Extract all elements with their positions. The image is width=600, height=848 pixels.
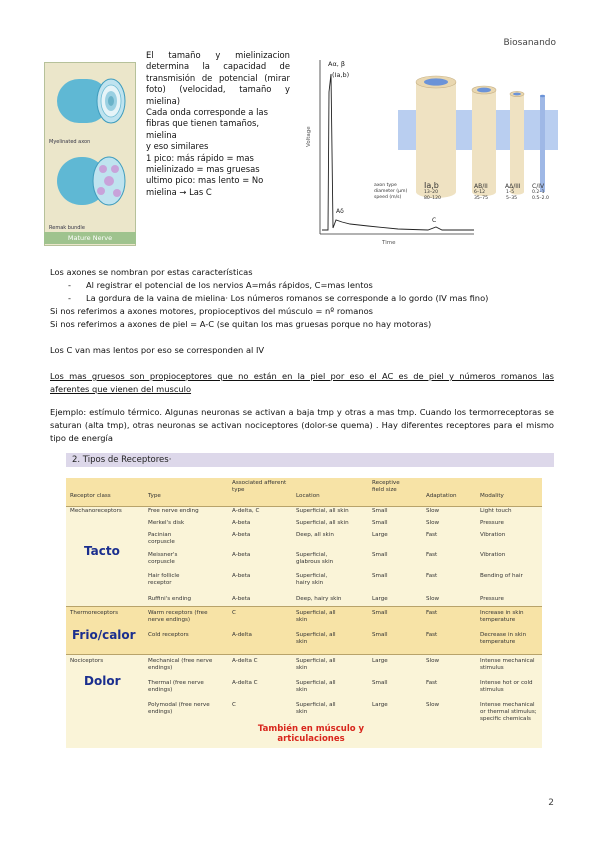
bullet-1: Al registrar el potencial de los nervios A=más rápidos, C=mas lentos — [86, 280, 373, 290]
fiber-type: Ia,b — [424, 181, 439, 190]
cell: Vibration — [480, 532, 506, 538]
section-heading — [66, 453, 554, 467]
cell: Superficial, all skin — [296, 508, 349, 514]
line-motor: Si nos referimos a axones motores, propioceptivos del músculo = nº romanos — [50, 306, 373, 316]
fiber-type: C/IV — [532, 183, 545, 190]
cell: C — [232, 702, 236, 708]
example-line-2: saturan (alta tmp), otras neuronas se activan nociceptores (dolor-se quema) . Hay diferentes receptores para el mismo — [50, 420, 554, 430]
mature-nerve-caption: Mature Nerve — [44, 232, 136, 244]
cell: Superficial, all skin — [296, 702, 336, 715]
cell: Superficial, all skin — [296, 658, 336, 671]
bullet-dash: - — [68, 280, 71, 290]
intro-line: determina la capacidad de — [146, 61, 290, 72]
intro-line: mielina) — [146, 95, 180, 106]
cell: A-delta C — [232, 680, 258, 686]
intro-line: El tamaño y mielinizacion — [146, 50, 290, 60]
cell: Deep, hairy skin — [296, 596, 342, 602]
cell: Small — [372, 552, 388, 558]
cell: C — [232, 610, 236, 616]
cell: Cold receptors — [148, 632, 189, 638]
fiber-cylinder-aii — [472, 86, 496, 196]
cell: Small — [372, 508, 388, 514]
peak-label-c: C — [432, 217, 437, 224]
axons-intro: Los axones se nombran por estas características — [50, 267, 253, 277]
cell: Intense mechanical stimulus — [480, 658, 535, 671]
fiber-type: AΔ/III — [505, 183, 521, 190]
cell: Slow — [426, 658, 440, 664]
cell: A-delta, C — [232, 508, 260, 514]
cell: A-beta — [232, 532, 251, 538]
cell: Thermal (free nerve endings) — [148, 680, 204, 693]
cell: Deep, all skin — [296, 532, 334, 538]
cell: Decrease in skin temperature — [480, 632, 527, 645]
page-header-brand: Biosanando — [503, 38, 556, 48]
section-title: 2. Tipos de Receptores· — [72, 455, 172, 465]
cell: Superficial, all skin — [296, 610, 336, 623]
annotation-muscle-joints: También en músculo y articulaciones — [257, 724, 365, 744]
receptor-table — [66, 478, 542, 748]
col-header: Associated afferent type — [232, 480, 287, 493]
cell: Large — [372, 658, 388, 664]
divider-rule — [66, 654, 542, 655]
cell: Fast — [426, 610, 438, 616]
cell: Slow — [426, 702, 440, 708]
cell: Light touch — [480, 508, 512, 514]
cell: Fast — [426, 632, 438, 638]
cell: Small — [372, 610, 388, 616]
intro-line: mielina → Las C — [146, 186, 212, 197]
cell: Fast — [426, 680, 438, 686]
example-line-1: Ejemplo: estímulo térmico. Algunas neuronas se activan a baja tmp y otras a mas tmp. Cuando los termorreceptoras se — [50, 407, 554, 417]
intro-line: mielinizado = mas gruesas — [146, 164, 260, 175]
fiber-diameter: 0.2–1 — [532, 190, 545, 195]
cell: Large — [372, 596, 388, 602]
cell: Superficial, all skin — [296, 520, 349, 526]
cell: A-delta — [232, 632, 252, 638]
cell: Meissner's corpuscle — [148, 552, 178, 565]
cell: Pressure — [480, 520, 504, 526]
intro-line: Cada onda corresponde a las — [146, 107, 268, 118]
peak-label-ia: (Ia,b) — [332, 71, 350, 79]
fiber-diameter: 6–12 — [474, 190, 486, 195]
fiber-type: AΒ/II — [474, 183, 488, 190]
fiber-row-label: speed (m/s) — [374, 195, 402, 200]
col-header: Modality — [480, 493, 504, 499]
intro-line: ultimo pico: mas lento = No — [146, 175, 264, 186]
cell: Thermoreceptors — [70, 610, 118, 616]
underlined-line-1: Los mas gruesos son propioceptores que no están en la piel por eso el AC es de piel y números romanos las — [50, 371, 554, 381]
col-header: Receptor class — [70, 493, 111, 499]
cell: Superficial, all skin — [296, 680, 336, 693]
intro-line: fibras que tienen tamaños, mielina — [146, 118, 259, 140]
col-header: Receptive field size — [372, 480, 400, 493]
annotation-frio-calor: Frio/calor — [72, 628, 136, 642]
annotation-tacto: Tacto — [84, 544, 120, 558]
myelinated-axon-label: Myelinated axon — [49, 139, 91, 145]
cell: Small — [372, 573, 388, 579]
cell: Slow — [426, 508, 440, 514]
cell: Polymodal (free nerve endings) — [148, 702, 210, 715]
page-number: 2 — [548, 798, 554, 808]
cell: Mechanical (free nerve endings) — [148, 658, 213, 671]
cell: Pressure — [480, 596, 504, 602]
graph-xlabel: Time — [382, 240, 396, 246]
line-c-fibers: Los C van mas lentos por eso se corresponden al IV — [50, 345, 265, 355]
cell: Intense hot or cold stimulus — [480, 680, 533, 693]
cell: Bending of hair — [480, 573, 523, 579]
nerve-illustration — [45, 63, 135, 233]
intro-line: foto) (velocidad, tamaño y — [146, 84, 290, 95]
cell: Warm receptors (free nerve endings) — [148, 610, 208, 623]
cell: Mechanoreceptors — [70, 508, 122, 514]
cell: Increase in skin temperature — [480, 610, 524, 623]
header-band — [66, 478, 542, 506]
fiber-row-label: diameter (µm) — [374, 189, 408, 194]
nerve-figure — [44, 62, 136, 246]
header-rule — [66, 506, 542, 507]
underlined-line-2: aferentes que vienen del musculo — [50, 384, 192, 394]
cell: Merkel's disk — [148, 520, 185, 526]
fiber-cylinder-aiii — [510, 91, 524, 194]
cell: Fast — [426, 532, 438, 538]
nerve-conduction-figure — [298, 52, 558, 262]
cell: Vibration — [480, 552, 506, 558]
cell: A-beta — [232, 573, 251, 579]
col-header: Adaptation — [426, 493, 457, 499]
intro-line: y eso similares — [146, 141, 209, 152]
annotation-dolor: Dolor — [84, 674, 121, 688]
cell: Large — [372, 702, 388, 708]
cell: Large — [372, 532, 388, 538]
cell: Intense mechanical or thermal stimulus; specific chemicals — [480, 702, 537, 722]
bullet-2: La gordura de la vaina de mielina· Los números romanos se corresponde a lo gordo (IV mas fino) — [86, 293, 489, 303]
graph-ylabel: Voltage — [306, 126, 312, 147]
cell: Ruffini's ending — [148, 596, 192, 602]
cell: Superficial, all skin — [296, 632, 336, 645]
cell: A-beta — [232, 552, 251, 558]
fiber-cylinder-civ — [540, 95, 545, 192]
cell: Slow — [426, 596, 440, 602]
cell: Slow — [426, 520, 440, 526]
cell: Pacinian corpuscle — [148, 532, 175, 545]
cell: A-beta — [232, 520, 251, 526]
cell: Fast — [426, 552, 438, 558]
cell: Hair follicle receptor — [148, 573, 180, 586]
cell: Small — [372, 680, 388, 686]
fiber-diameter: 13–20 — [424, 190, 438, 195]
cell: Small — [372, 632, 388, 638]
intro-line: transmisión de potencial (mirar — [146, 72, 290, 83]
cell: Nociceptors — [70, 658, 104, 664]
intro-line: 1 pico: más rápido = mas — [146, 152, 254, 163]
fiber-speed: 0.5–2.0 — [532, 196, 549, 201]
fiber-speed: 80–120 — [424, 196, 441, 201]
fiber-cylinder-ia — [416, 76, 456, 198]
remak-bundle-label: Remak bundle — [49, 225, 85, 231]
fiber-row-label: axon type — [374, 183, 397, 188]
example-line-3: tipo de energía — [50, 433, 113, 443]
cell: Superficial, glabrous skin — [296, 552, 334, 565]
cell: A-beta — [232, 596, 251, 602]
cell: Fast — [426, 573, 438, 579]
fiber-diameter: 1–5 — [506, 190, 515, 195]
cell: Superficial, hairy skin — [296, 573, 328, 586]
fiber-speed: 35–75 — [474, 196, 488, 201]
peak-label-a-delta: Aδ — [336, 208, 344, 215]
cell: Free nerve ending — [148, 508, 199, 514]
col-header: Location — [296, 493, 320, 499]
peak-label-a-alpha: Aα, β — [328, 60, 346, 68]
cell: Small — [372, 520, 388, 526]
fiber-speed: 5–35 — [506, 196, 518, 201]
bullet-dash: - — [68, 293, 71, 303]
intro-paragraph — [146, 50, 290, 198]
line-skin: Si nos referimos a axones de piel = A-C (se quitan los mas gruesas porque no hay motoras) — [50, 319, 432, 329]
cell: A-delta C — [232, 658, 258, 664]
divider-rule — [66, 606, 542, 607]
col-header: Type — [148, 493, 161, 499]
